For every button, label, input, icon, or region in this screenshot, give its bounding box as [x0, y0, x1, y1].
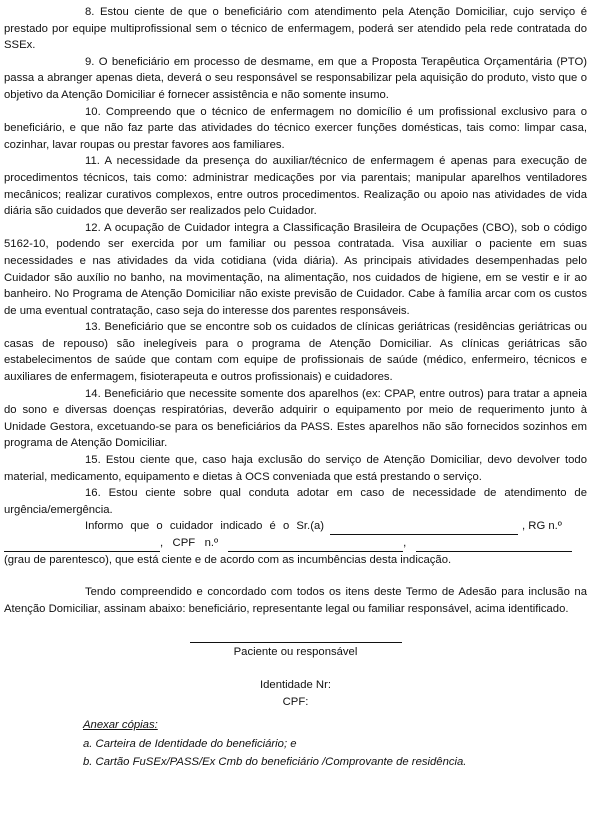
annex-section [4, 717, 587, 771]
clause-8: 8. Estou ciente de que o beneficiário com atendimento pela Atenção Domiciliar, cujo serviço é prestado por equipe multiprofissional sem o técnico de enfermagem, poderá ser atendido pela rede contratada do SSEx. [4, 6, 587, 52]
caregiver-intro: Informo que o cuidador indicado é o Sr.(a) [85, 520, 325, 533]
caregiver-rg-field[interactable] [4, 539, 160, 552]
annex-item-a: a. Carteira de Identidade do beneficiário; e [83, 737, 297, 750]
clause-15: 15. Estou ciente que, caso haja exclusão do serviço de Atenção Domiciliar, devo devolver todo material, medicamento, equipamento e dietas à OCS conveniada que está prestando o serviço. [4, 454, 587, 483]
clause-16: 16. Estou ciente sobre qual conduta adotar em caso de necessidade de atendimento de urgência/emergência. [4, 487, 587, 516]
document-page [4, 4, 587, 771]
caregiver-line-2 [4, 535, 587, 552]
caregiver-rg-label: , RG n.º [522, 520, 562, 533]
signature-line[interactable] [190, 641, 402, 643]
cpf-label: CPF: [282, 695, 309, 708]
clause-12: 12. A ocupação de Cuidador integra a Classificação Brasileira de Ocupações (CBO), sob o código 5162-10, podendo ser exercida por um familiar ou pessoa contratada. Visa auxiliar o paciente em suas necessidades e nas atividades da vida cotidiana (vida diária). As principais atividades desempenhadas pelo Cuidador são auxílio no banho, na movimentação, na alimentação, nos cuidados de higiene, em se vestir e ir ao banheiro. No Programa de Atenção Domiciliar não existe previsão de Cuidador. Cabe à família arcar com os custos de uma eventual contratação, caso seja do interesse dos parentes responsáveis. [4, 221, 587, 317]
clause-11: 11. A necessidade da presença do auxiliar/técnico de enfermagem é apenas para execução de procedimentos técnicos, tais como: administrar medicações por via parentais; manipular aparelhos ventiladores mecânicos; realizar curativos complexos, entre outros procedimentos. Realização ou apoio nas atividades de vida diária são cuidados que deverão ser realizados pelo Cuidador. [4, 155, 587, 218]
clause-9: 9. O beneficiário em processo de desmame, em que a Proposta Terapêutica Orçamentária (PTO) passa a abranger apenas dieta, deverá o seu responsável se responsabilizar pela aquisição do produto, visto que o objetivo da Atenção Domiciliar é fornecer assistência e não somente insumo. [4, 55, 587, 101]
identity-label: Identidade Nr: [260, 678, 331, 691]
clause-13: 13. Beneficiário que se encontre sob os cuidados de clínicas geriátricas (residências geriátricas ou casas de repouso) são inelegíveis para o programa de Atenção Domiciliar. As clínicas geriátricas são estabelecimentos de saúde que contam com equipe de profissionais de saúde (médico, enfermeiro, técnicos e auxiliares de enfermagem, fisioterapeuta e outros profissionais) e cuidadores. [4, 321, 587, 384]
annex-title: Anexar cópias: [83, 719, 158, 732]
caregiver-tail: (grau de parentesco), que está ciente e de acordo com as incumbências desta indicação. [4, 553, 452, 566]
caregiver-kinship-field[interactable] [416, 539, 572, 552]
caregiver-cpf-label: , CPF n.º [160, 537, 219, 549]
caregiver-cpf-field[interactable] [228, 539, 403, 552]
annex-item-b: b. Cartão FuSEx/PASS/Ex Cmb do beneficiário /Comprovante de residência. [83, 756, 467, 769]
clause-10: 10. Compreendo que o técnico de enfermagem no domicílio é um profissional exclusivo para o beneficiário, e que não faz parte das atividades do técnico exercer funções domésticas, tais como: limpar casa, cozinhar, lavar roupas ou prestar favores aos familiares. [4, 105, 587, 151]
caregiver-line-1 [4, 518, 587, 535]
caregiver-comma: , [403, 537, 407, 549]
caregiver-name-field[interactable] [330, 522, 518, 535]
signature-label: Paciente ou responsável [233, 646, 358, 659]
agreement-text: Tendo compreendido e concordado com todos os itens deste Termo de Adesão para inclusão na Atenção Domiciliar, assinam abaixo: beneficiário, representante legal ou familiar responsável, acima identificado. [4, 586, 587, 615]
clause-14: 14. Beneficiário que necessite somente dos aparelhos (ex: CPAP, entre outros) para tratar a apneia do sono e diversas doenças respiratórias, deverão adquirir o equipamento por meio de requerimento junto à Unidade Gestora, excetuando-se para os beneficiários da PASS. Estes aparelhos não são fornecidos sozinhos em programa de Atenção Domiciliar. [4, 387, 587, 450]
